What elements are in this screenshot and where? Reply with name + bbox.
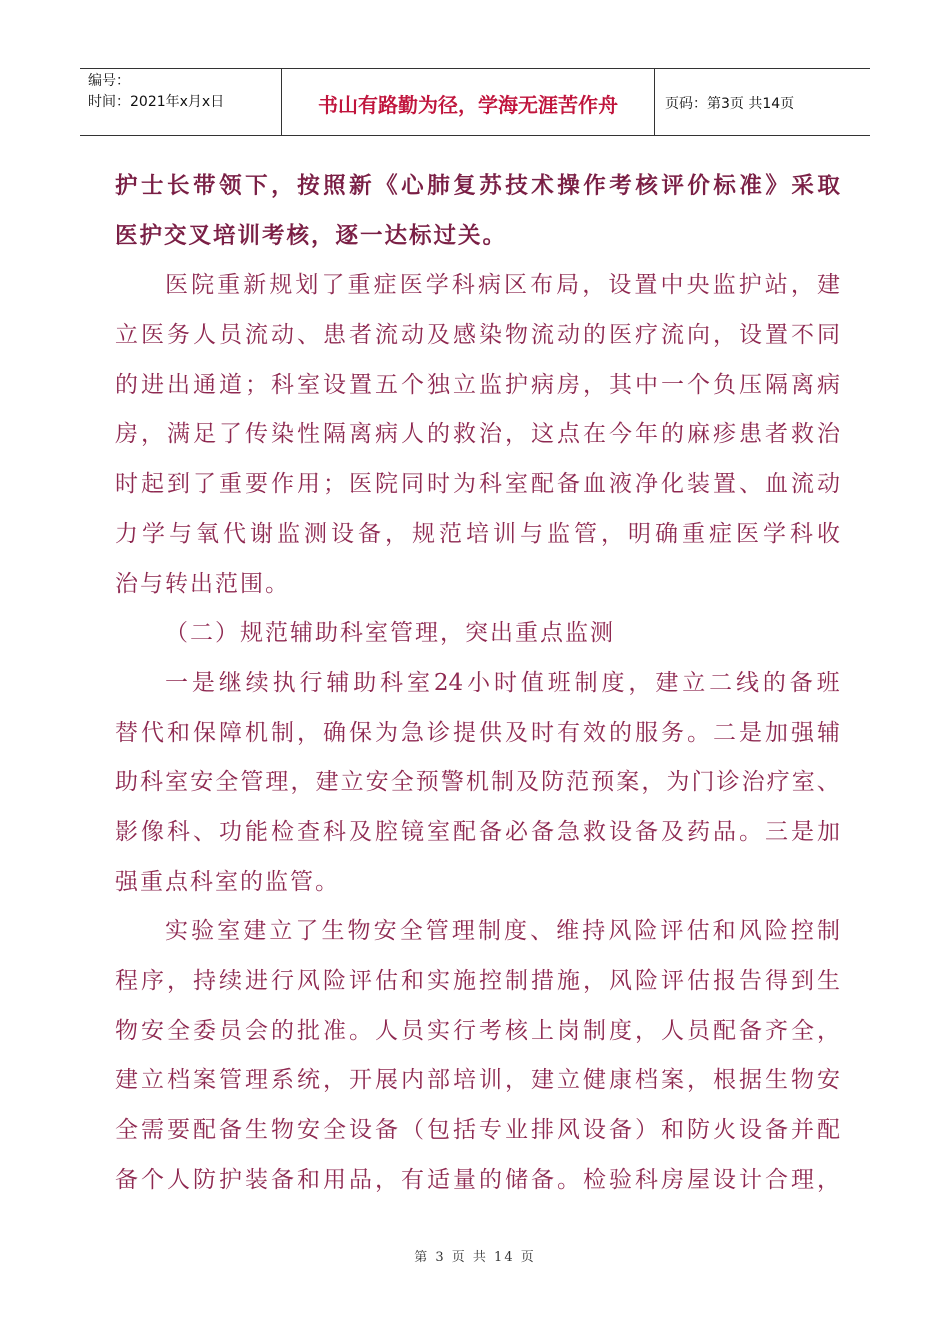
date-label: 时间：2021年x月x日 — [88, 94, 225, 110]
text-line: 房 ， 满 足 了 传 染 性 隔 离 病 人 的 救 治 ， 这 点 在 今 年 的 麻 疹 患 者 救 治 — [115, 421, 840, 448]
text-line: 时 起 到 了 重 要 作 用 ； 医 院 同 时 为 科 室 配 备 血 液 净 化 装 置 、 血 流 动 — [115, 471, 840, 498]
text-line: 医护交叉培训考核，逐一达标过关。 — [115, 222, 508, 249]
header-page-info: 页码：第3页 共14页 — [665, 96, 795, 112]
page-header — [80, 68, 870, 136]
text-line: 医 院 重 新 规 划 了 重 症 医 学 科 病 区 布 局 ， 设 置 中 央 监 护 站 ， 建 — [165, 272, 840, 299]
text-line: 一 是 继 续 执 行 辅 助 科 室 24 小 时 值 班 制 度 ， 建 立 二 线 的 备 班 — [165, 669, 840, 696]
text-line: 全 需 要 配 备 生 物 安 全 设 备 （ 包 括 专 业 排 风 设 备 ） 和 防 火 设 备 并 配 — [115, 1117, 840, 1144]
header-left-cell — [80, 69, 282, 135]
text-line: 力 学 与 氧 代 谢 监 测 设 备 ， 规 范 培 训 与 监 管 ， 明 确 重 症 医 学 科 收 — [115, 520, 840, 547]
page-footer: 第 3 页 共 14 页 — [414, 1250, 536, 1265]
text-line: 影 像 科 、 功 能 检 查 科 及 腔 镜 室 配 备 必 备 急 救 设 备 及 药 品 。 三 是 加 — [115, 818, 840, 845]
header-motto: 书山有路勤为径，学海无涯苦作舟 — [282, 69, 655, 135]
serial-label: 编号： — [88, 73, 130, 89]
text-line: 实 验 室 建 立 了 生 物 安 全 管 理 制 度 、 维 持 风 险 评 估 和 风 险 控 制 — [165, 918, 840, 945]
text-line: 的 进 出 通 道 ； 科 室 设 置 五 个 独 立 监 护 病 房 ， 其 中 一 个 负 压 隔 离 病 — [115, 371, 840, 398]
text-line: （二）规范辅助科室管理，突出重点监测 — [165, 620, 615, 647]
text-line: 建 立 档 案 管 理 系 统 ， 开 展 内 部 培 训 ， 建 立 健 康 档 案 ， 根 据 生 物 安 — [115, 1067, 840, 1094]
text-line: 备 个 人 防 护 装 备 和 用 品 ， 有 适 量 的 储 备 。 检 验 科 房 屋 设 计 合 理 ， — [115, 1166, 840, 1193]
text-line: 程 序 ， 持 续 进 行 风 险 评 估 和 实 施 控 制 措 施 ， 风 险 评 估 报 告 得 到 生 — [115, 968, 840, 994]
text-line: 立 医 务 人 员 流 动 、 患 者 流 动 及 感 染 物 流 动 的 医 疗 流 向 ， 设 置 不 同 — [115, 322, 840, 349]
text-line: 助 科 室 安 全 管 理 ， 建 立 安 全 预 警 机 制 及 防 范 预 案 ， 为 门 诊 治 疗 室 、 — [115, 769, 840, 796]
text-line: 治与转出范围。 — [115, 570, 290, 597]
text-line: 强重点科室的监管。 — [115, 868, 340, 895]
text-line: 物 安 全 委 员 会 的 批 准 。 人 员 实 行 考 核 上 岗 制 度 ， 人 员 配 备 齐 全 ， — [115, 1017, 840, 1044]
document-body — [115, 162, 840, 1205]
text-line: 替 代 和 保 障 机 制 ， 确 保 为 急 诊 提 供 及 时 有 效 的 服 务 。 二 是 加 强 辅 — [115, 719, 840, 746]
text-line: 护 士 长 带 领 下 ， 按 照 新 《 心 肺 复 苏 技 术 操 作 考 核 评 价 标 准 》 采 取 — [115, 173, 840, 199]
